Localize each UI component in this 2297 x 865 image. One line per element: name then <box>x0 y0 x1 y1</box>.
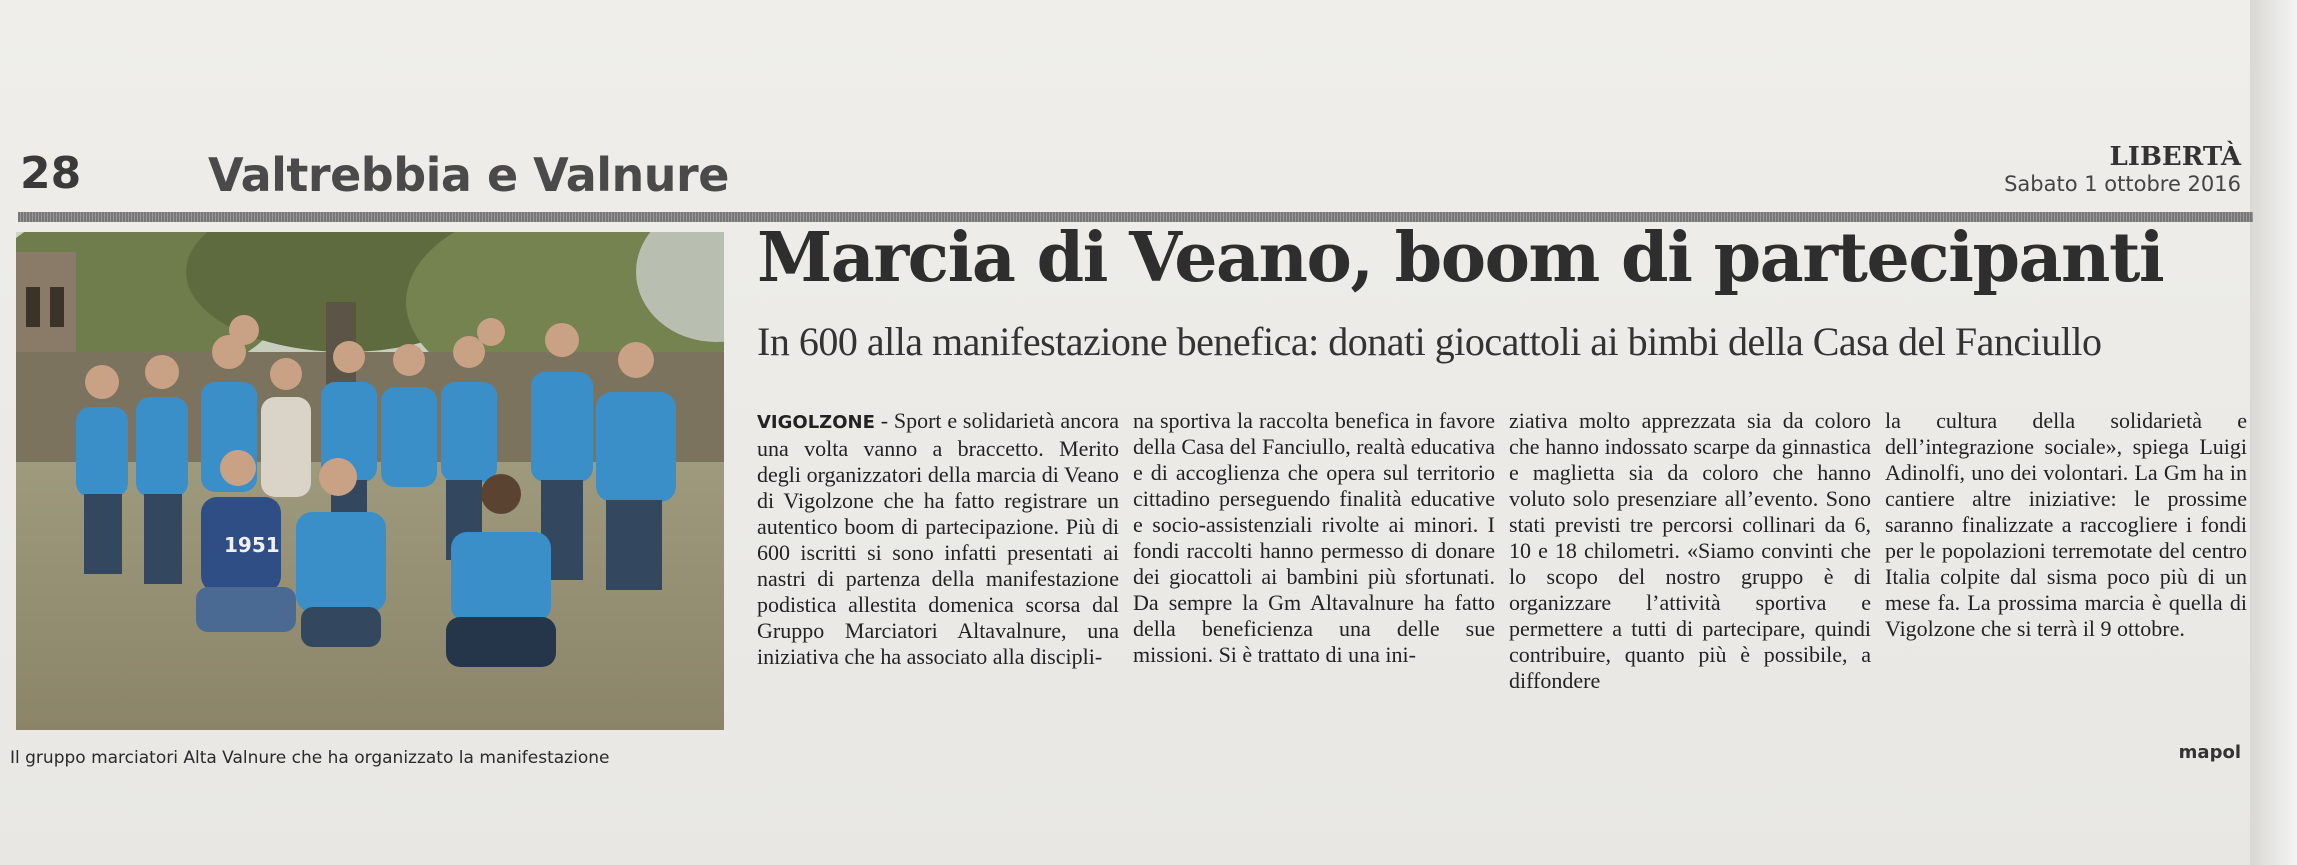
column-text: la cultura della solidarietà e dell’integrazione sociale», spiega Luigi Adinolfi, uno dei volontari. La Gm ha in cantiere altre iniziative: le prossime saranno finalizzate a raccogliere i fondi per le popolazioni terremotate del centro Italia colpite dal sisma poco più di un mese fa. La prossima marcia è quella di Vigolzone che si terrà il 9 ottobre. <box>1885 408 2247 641</box>
column-text: na sportiva la raccolta benefica in favore della Casa del Fanciullo, realtà educativa e di accoglienza che opera sul territorio cittadino perseguendo finalità educative e socio-assistenziali rivolte ai minori. I fondi raccolti hanno permesso di donare dei giocattoli ai bambini più sfortunati. Da sempre la Gm Altavalnure ha fatto della beneficienza una delle sue missioni. Si è trattato di una ini- <box>1133 408 1495 667</box>
article-subheadline: In 600 alla manifestazione benefica: donati giocattoli ai bimbi della Casa del Fanciullo <box>757 319 2102 364</box>
column-text: - Sport e solidarietà ancora una volta vanno a braccetto. Merito degli organizzatori della marcia di Veano di Vigolzone che ha fatto registrare un autentico boom di partecipazione. Più di 600 iscritti si sono infatti presentati ai nastri di partenza della manifestazione podistica allestita domenica scorsa dal Gruppo Marciatori Altavalnure, una iniziativa che ha associato alla discipli- <box>757 408 1119 669</box>
author-signature: mapol <box>2178 742 2241 763</box>
section-title: Valtrebbia e Valnure <box>208 148 729 202</box>
article-headline: Marcia di Veano, boom di partecipanti <box>757 218 2164 298</box>
column-text: ziativa molto apprezzata sia da coloro che hanno indossato scarpe da ginnastica e maglietta sia da coloro che hanno voluto solo presenziare all’evento. Sono stati previsti tre percorsi collinari da 6, 10 e 18 chilometri. «Siamo convinti che lo scopo del nostro gruppo è di organizzare l’attività sportiva e permettere a tutti di partecipare, quindi contribuire, quanto più è possibile, a diffondere <box>1509 408 1871 693</box>
issue-date: Sabato 1 ottobre 2016 <box>2004 172 2241 196</box>
group-photo-image <box>16 232 724 730</box>
newspaper-name: LIBERTÀ <box>2109 142 2241 172</box>
shirt-number: 1951 <box>224 533 280 557</box>
article-column-2 <box>1133 408 1495 668</box>
page-number: 28 <box>20 148 82 199</box>
article-dateline: VIGOLZONE <box>757 412 875 433</box>
article-column-3 <box>1509 408 1871 694</box>
page-edge <box>2250 0 2297 865</box>
group-photo <box>16 232 724 730</box>
article-column-4 <box>1885 408 2247 642</box>
article-column-1 <box>757 408 1119 670</box>
photo-caption: Il gruppo marciatori Alta Valnure che ha organizzato la manifestazione <box>10 748 610 768</box>
